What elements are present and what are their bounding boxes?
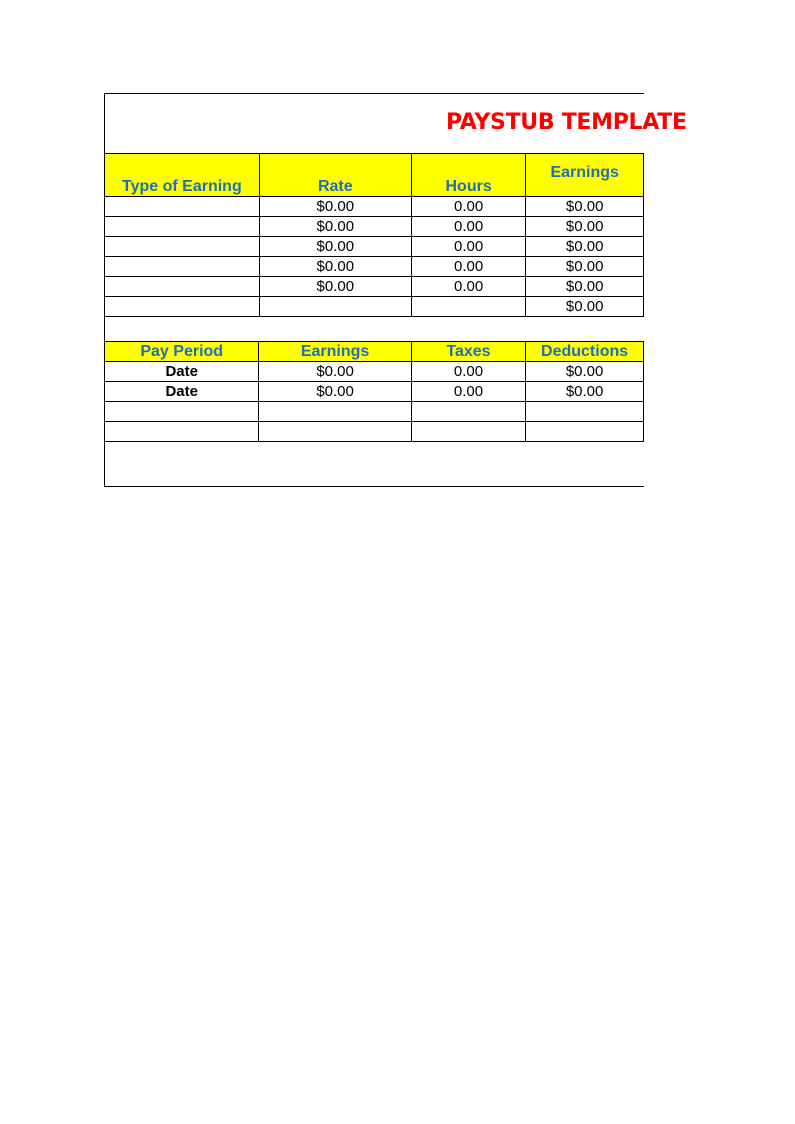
earnings-cell[interactable]: $0.00 xyxy=(526,257,644,277)
deductions-cell[interactable] xyxy=(526,402,644,422)
rate-cell[interactable]: $0.00 xyxy=(259,197,411,217)
taxes-cell[interactable] xyxy=(411,402,525,422)
table-row xyxy=(105,277,644,297)
header-pay-period: Pay Period xyxy=(105,342,259,362)
hours-cell[interactable]: 0.00 xyxy=(411,277,525,297)
table-row xyxy=(105,382,644,402)
deductions-cell[interactable]: $0.00 xyxy=(526,362,644,382)
table-row xyxy=(105,362,644,382)
hours-cell[interactable] xyxy=(411,297,525,317)
earnings-cell[interactable]: $0.00 xyxy=(526,277,644,297)
table-row xyxy=(105,257,644,277)
deductions-cell[interactable] xyxy=(526,422,644,442)
rate-cell[interactable]: $0.00 xyxy=(259,257,411,277)
pay-period-cell[interactable] xyxy=(105,422,259,442)
header-hours: Hours xyxy=(411,154,525,197)
hours-cell[interactable]: 0.00 xyxy=(411,217,525,237)
pay-period-cell[interactable]: Date xyxy=(105,362,259,382)
total-row xyxy=(105,297,644,317)
pay-period-cell[interactable]: Date xyxy=(105,382,259,402)
earnings-total-cell[interactable]: $0.00 xyxy=(526,297,644,317)
page-title: PAYSTUB TEMPLATE xyxy=(446,110,687,135)
taxes-cell[interactable]: 0.00 xyxy=(411,382,525,402)
rate-cell[interactable]: $0.00 xyxy=(259,277,411,297)
type-cell[interactable] xyxy=(105,257,260,277)
pay-period-header-row xyxy=(105,342,644,362)
type-cell[interactable] xyxy=(105,277,260,297)
header-deductions: Deductions xyxy=(526,342,644,362)
hours-cell[interactable]: 0.00 xyxy=(411,197,525,217)
table-row xyxy=(105,217,644,237)
earnings-cell[interactable] xyxy=(259,422,411,442)
earnings-cell[interactable]: $0.00 xyxy=(259,362,411,382)
type-cell[interactable] xyxy=(105,217,260,237)
header-type-of-earning: Type of Earning xyxy=(105,154,260,197)
earnings-header-row xyxy=(105,154,644,197)
earnings-cell[interactable] xyxy=(259,402,411,422)
sheet-border-bottom xyxy=(104,486,644,487)
type-cell[interactable] xyxy=(105,197,260,217)
header-earnings: Earnings xyxy=(259,342,411,362)
pay-period-cell[interactable] xyxy=(105,402,259,422)
type-cell[interactable] xyxy=(105,237,260,257)
deductions-cell[interactable]: $0.00 xyxy=(526,382,644,402)
taxes-cell[interactable]: 0.00 xyxy=(411,362,525,382)
type-cell[interactable] xyxy=(105,297,260,317)
earnings-cell[interactable]: $0.00 xyxy=(526,237,644,257)
header-rate: Rate xyxy=(259,154,411,197)
rate-cell[interactable]: $0.00 xyxy=(259,217,411,237)
earnings-cell[interactable]: $0.00 xyxy=(259,382,411,402)
earnings-cell[interactable]: $0.00 xyxy=(526,197,644,217)
rate-cell[interactable] xyxy=(259,297,411,317)
hours-cell[interactable]: 0.00 xyxy=(411,237,525,257)
header-earnings: Earnings xyxy=(526,154,644,197)
sheet-border-top xyxy=(104,93,644,94)
hours-cell[interactable]: 0.00 xyxy=(411,257,525,277)
earnings-cell[interactable]: $0.00 xyxy=(526,217,644,237)
earnings-table xyxy=(104,153,644,317)
table-row xyxy=(105,197,644,217)
paystub-sheet xyxy=(104,93,687,487)
pay-period-table xyxy=(104,341,644,442)
table-row xyxy=(105,402,644,422)
table-row xyxy=(105,237,644,257)
taxes-cell[interactable] xyxy=(411,422,525,442)
header-taxes: Taxes xyxy=(411,342,525,362)
rate-cell[interactable]: $0.00 xyxy=(259,237,411,257)
table-row xyxy=(105,422,644,442)
